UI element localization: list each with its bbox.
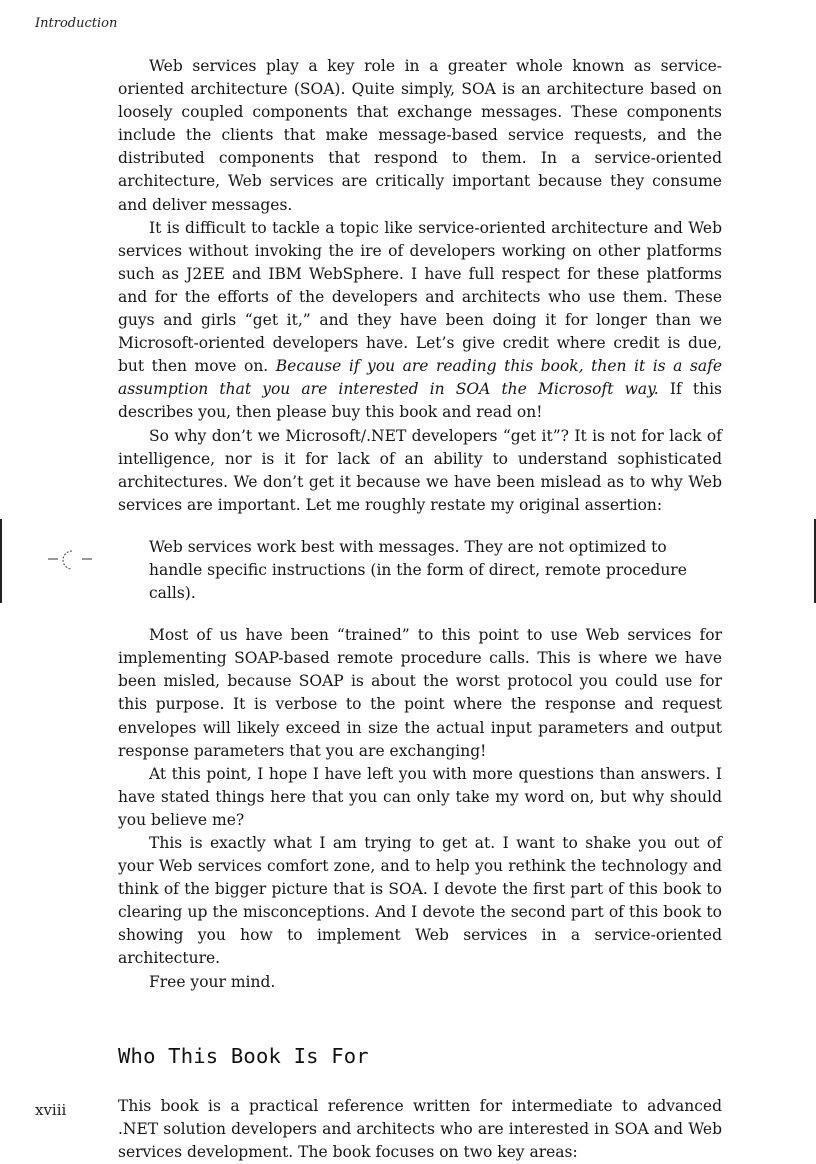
paragraph-soa-intro: Web services play a key role in a greater whole known as service-oriented architecture (SOA). Quite simply, SOA is an architecture based on loosely coupled components that exchange messages. These components include the clients that make message-based service requests, and the distributed components that respond to them. In a service-oriented architecture, Web services are critically important because they consume and deliver messages. [118, 57, 722, 214]
paragraph-questions: At this point, I hope I have left you with more questions than answers. I have stated things here that you can only take my word on, but why should you believe me? [118, 764, 722, 829]
section-heading: Who This Book Is For [118, 1043, 369, 1068]
crop-mark-left [0, 519, 2, 603]
paragraph-text: If this describes you, then please buy this book and read on! [118, 380, 722, 422]
emphasis-text: Because if you are reading this book, then it is a safe assumption that you are interested in SOA the Microsoft way. [118, 357, 722, 399]
paragraph-soap: Most of us have been “trained” to this point to use Web services for implementing SOAP-based remote procedure calls. This is where we have been misled, because SOAP is about the worst protocol you could use for this purpose. It is verbose to the point where the response and request envelopes will likely exceed in size the actual input parameters and output response parameters that you are exchanging! [118, 626, 722, 760]
running-head: Introduction [35, 16, 118, 31]
paragraph-audience: This book is a practical reference written for intermediate to advanced .NET solution developers and architects who are interested in SOA and Web services development. The book focuses on two key areas: [118, 1096, 722, 1161]
paragraph-other-platforms [118, 217, 722, 425]
paragraph-comfort-zone: This is exactly what I am trying to get at. I want to shake you out of your Web services comfort zone, and to help you rethink the technology and think of the bigger picture that is SOA. I devote the first part of this book to clearing up the misconceptions. And I devote the second part of this book to showing you how to implement Web services in a service-oriented architecture. [118, 834, 722, 968]
page-number: xviii [35, 1101, 67, 1119]
body-text [118, 55, 722, 1164]
paragraph-text: It is difficult to tackle a topic like service-oriented architecture and Web services without invoking the ire of developers working on other platforms such as J2EE and IBM WebSphere. I have full respect for these platforms and for the efforts of the developers and architects who use them. These guys and girls “get it,” and they have been doing it for longer than we Microsoft-oriented developers have. Let’s give credit where credit is due, but then move on. [118, 218, 722, 376]
paragraph-free-mind: Free your mind. [149, 972, 276, 991]
registration-mark-icon [48, 548, 92, 578]
block-quote: Web services work best with messages. They are not optimized to handle specific instructions (in the form of direct, remote procedure calls). [149, 537, 687, 603]
paragraph-get-it: So why don’t we Microsoft/.NET developers “get it”? It is not for lack of intelligence, nor is it for lack of an ability to understand sophisticated architectures. We don’t get it because we have been mislead as to why Web services are important. Let me roughly restate my original assertion: [118, 426, 722, 514]
